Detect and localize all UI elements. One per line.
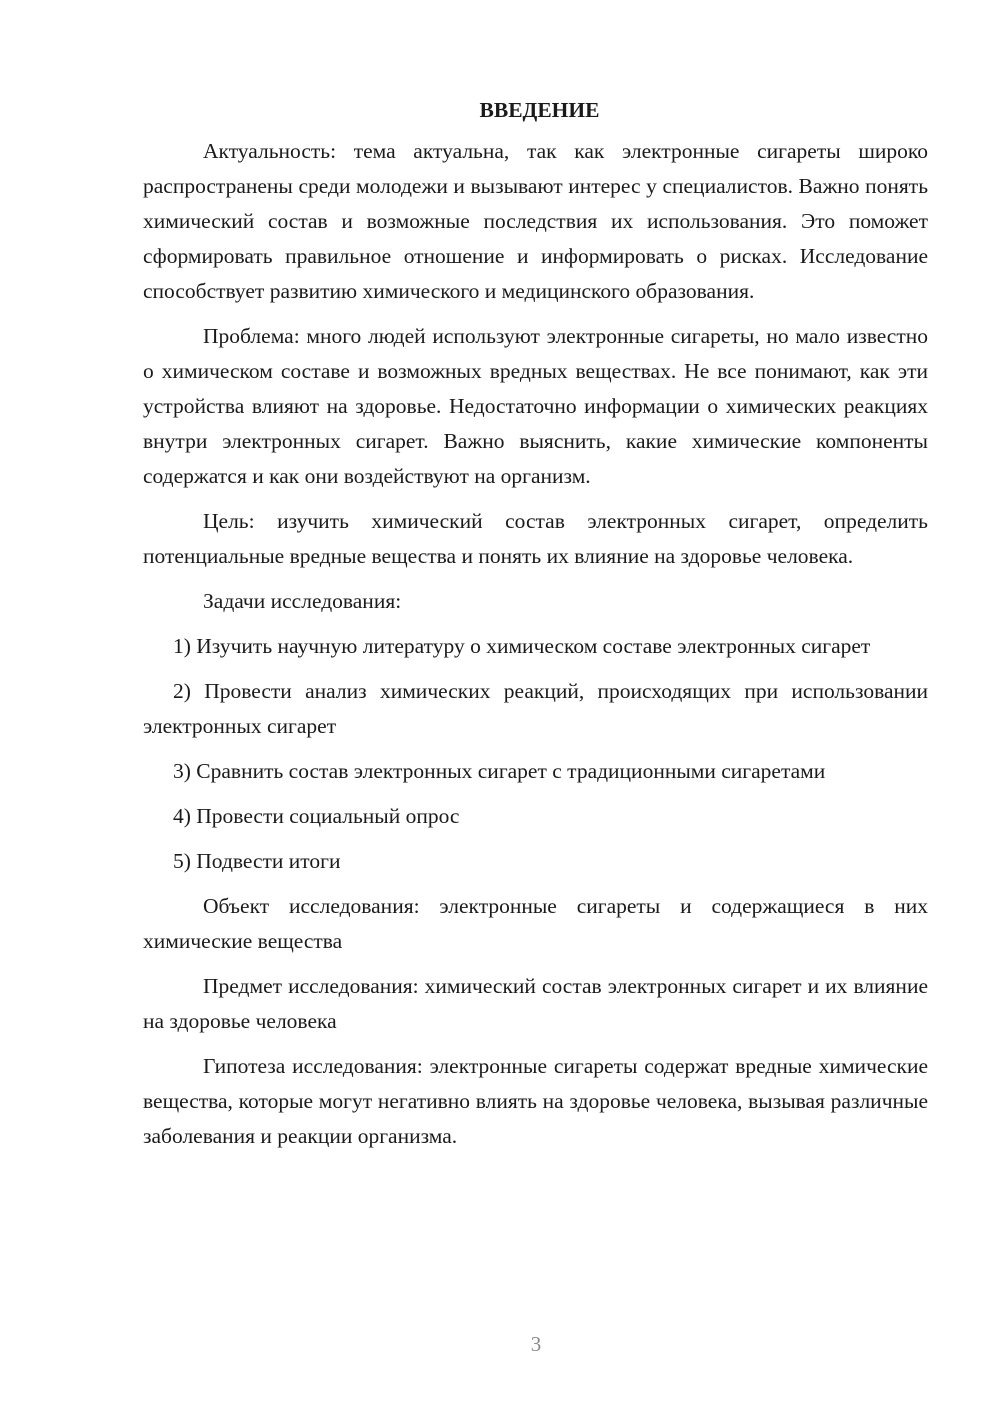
- hypothesis-paragraph: Гипотеза исследования: электронные сигареты содержат вредные химические вещества, которые могут негативно влиять на здоровье человека, вызывая различные заболевания и реакции организма.: [143, 1054, 928, 1148]
- tasks-heading: Задачи исследования:: [203, 589, 402, 613]
- task-item: 4) Провести социальный опрос: [173, 804, 460, 828]
- task-item: 1) Изучить научную литературу о химическом составе электронных сигарет: [173, 634, 871, 658]
- relevance-paragraph: Актуальность: тема актуальна, так как электронные сигареты широко распространены среди молодежи и вызывают интерес у специалистов. Важно понять химический состав и возможные последствия их использования. Это поможет сформировать правильное отношение и информировать о рисках. Исследование способствует развитию химического и медицинского образования.: [143, 139, 928, 303]
- goal-paragraph: Цель: изучить химический состав электронных сигарет, определить потенциальные вредные вещества и понять их влияние на здоровье человека.: [143, 509, 928, 568]
- subject-paragraph: Предмет исследования: химический состав электронных сигарет и их влияние на здоровье человека: [143, 974, 928, 1033]
- page-number: 3: [530, 1332, 542, 1356]
- task-item: 2) Провести анализ химических реакций, происходящих при использовании электронных сигарет: [143, 679, 928, 738]
- task-item: 3) Сравнить состав электронных сигарет с традиционными сигаретами: [173, 759, 826, 783]
- object-paragraph: Объект исследования: электронные сигареты и содержащиеся в них химические вещества: [143, 894, 928, 953]
- page-title: ВВЕДЕНИЕ: [479, 98, 600, 122]
- problem-paragraph: Проблема: много людей используют электронные сигареты, но мало известно о химическом составе и возможных вредных веществах. Не все понимают, как эти устройства влияют на здоровье. Недостаточно информации о химических реакциях внутри электронных сигарет. Важно выяснить, какие химические компоненты содержатся и как они воздействуют на организм.: [143, 324, 928, 488]
- task-item: 5) Подвести итоги: [173, 849, 341, 873]
- page-content: [143, 92, 928, 1164]
